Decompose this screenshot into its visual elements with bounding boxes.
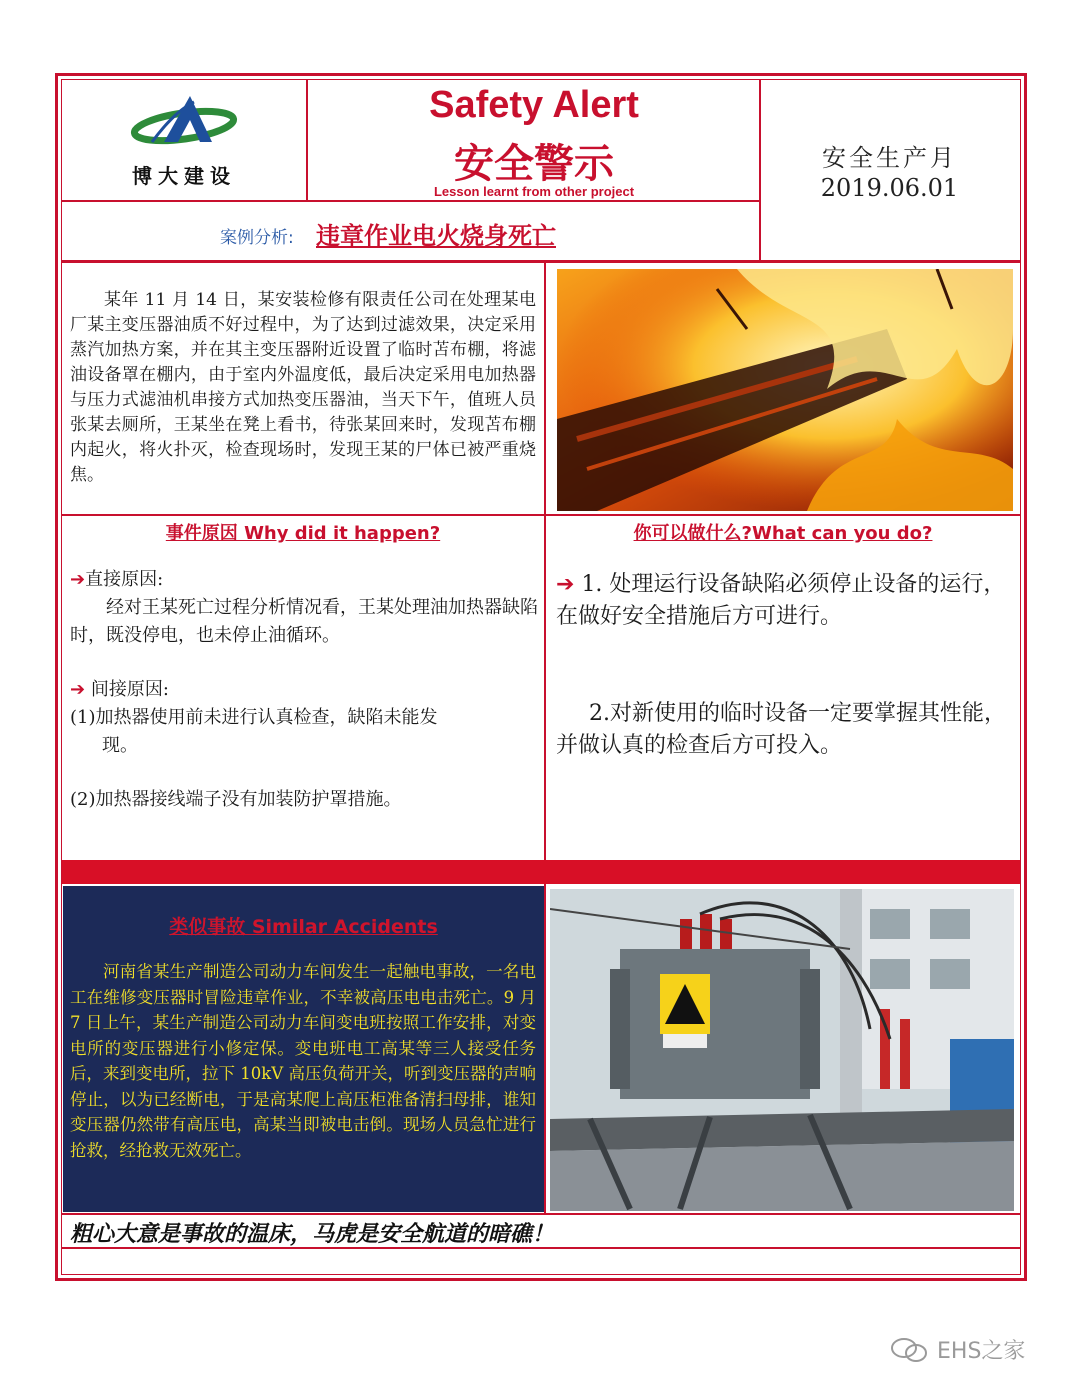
safety-month-label: 安全生产月 [822, 144, 957, 172]
divider [62, 260, 1020, 263]
indirect-cause-1-cont: 现。 [102, 735, 138, 756]
case-label: 案例分析: [220, 228, 294, 248]
safety-slogan: 粗心大意是事故的温床，马虎是安全航道的暗礁！ [70, 1221, 555, 1247]
wechat-icon [890, 1337, 930, 1363]
divider [544, 884, 546, 1214]
divider [62, 514, 1020, 516]
todo-heading: 你可以做什么?What can you do? [633, 523, 933, 544]
arrow-right-icon: ➔ [70, 679, 86, 700]
indirect-cause-block [70, 676, 538, 814]
wechat-watermark [890, 1334, 1025, 1365]
company-logo [64, 82, 304, 198]
direct-cause-text: 经对王某死亡过程分析情况看，王某处理油加热器缺陷时，既没停电，也未停止油循环。 [70, 597, 538, 646]
divider [62, 200, 760, 202]
similar-text: 河南省某生产制造公司动力车间发生一起触电事故，一名电工在维修变压器时冒险违章作业，不幸被高压电电击死亡。9 月 7 日上午，某生产制造公司动力车间变电班按照工作安排，对变电所的变压器进行小修定保。变电班电工高某等三人接受任务后，来到变电所，拉下 10kV 高压负荷开关，听到变压器的声响停止，以为已经断电，于是高某爬上高压柜准备清扫母排，谁知变压器仍然带有高压电，高某当即被电击倒。现场人员急忙进行抢救，经抢救无效死亡。 [70, 962, 536, 1160]
arrow-right-icon: ➔ [556, 572, 575, 597]
direct-cause-label-row [70, 566, 538, 594]
subtitle: Lesson learnt from other project [433, 184, 635, 199]
indirect-cause-label-row [70, 676, 538, 704]
arrow-right-icon: ➔ [70, 569, 86, 590]
incident-story [70, 288, 536, 488]
indirect-cause-label: 间接原因: [90, 679, 169, 700]
indirect-cause-2: (2)加热器接线端子没有加装防护罩措施。 [70, 789, 402, 810]
divider [306, 80, 308, 201]
logo-text: 博大建设 [132, 164, 236, 188]
todo-item-1 [556, 569, 1008, 633]
red-band [62, 860, 1020, 884]
issue-date: 2019.06.01 [820, 174, 959, 202]
transformer-image [550, 889, 1014, 1211]
case-title: 违章作业电火烧身死亡 [316, 222, 556, 250]
fire-photo [557, 269, 1013, 511]
divider [759, 80, 761, 261]
logo-mark-icon [64, 82, 304, 162]
similar-text-block [70, 959, 536, 1163]
transformer-photo [550, 889, 1014, 1211]
fire-image [557, 269, 1013, 511]
title-english: Safety Alert [429, 84, 639, 126]
direct-cause-label: 直接原因: [85, 569, 164, 590]
similar-heading: 类似事故 Similar Accidents [169, 916, 438, 938]
title-chinese: 安全警示 [454, 140, 614, 187]
causes-heading: 事件原因 Why did it happen? [165, 523, 441, 544]
todo-item-1-text: 1. 处理运行设备缺陷必须停止设备的运行，在做好安全措施后方可进行。 [556, 572, 1006, 629]
direct-cause-block [70, 566, 538, 650]
divider [544, 261, 546, 861]
indirect-cause-1: (1)加热器使用前未进行认真检查，缺陷未能发 [70, 707, 438, 728]
divider [62, 1213, 1020, 1215]
todo-item-2: 2.对新使用的临时设备一定要掌握其性能，并做认真的检查后方可投入。 [556, 701, 1006, 758]
incident-story-text: 某年 11 月 14 日，某安装检修有限责任公司在处理某电厂某主变压器油质不好过程中，为了达到过滤效果，决定采用蒸汽加热方案，并在其主变压器附近设置了临时苫布棚，将滤油设备罩在棚内，由于室内外温度低，最后决定采用电加热器与压力式滤油机串接方式加热变压器油，当天下午，值班人员张某去厕所，王某坐在凳上看书，待张某回来时，发现苫布棚内起火，将火扑灭，检查现场时，发现王某的尸体已被严重烧焦。 [70, 290, 536, 485]
watermark-text: EHS之家 [937, 1339, 1026, 1364]
